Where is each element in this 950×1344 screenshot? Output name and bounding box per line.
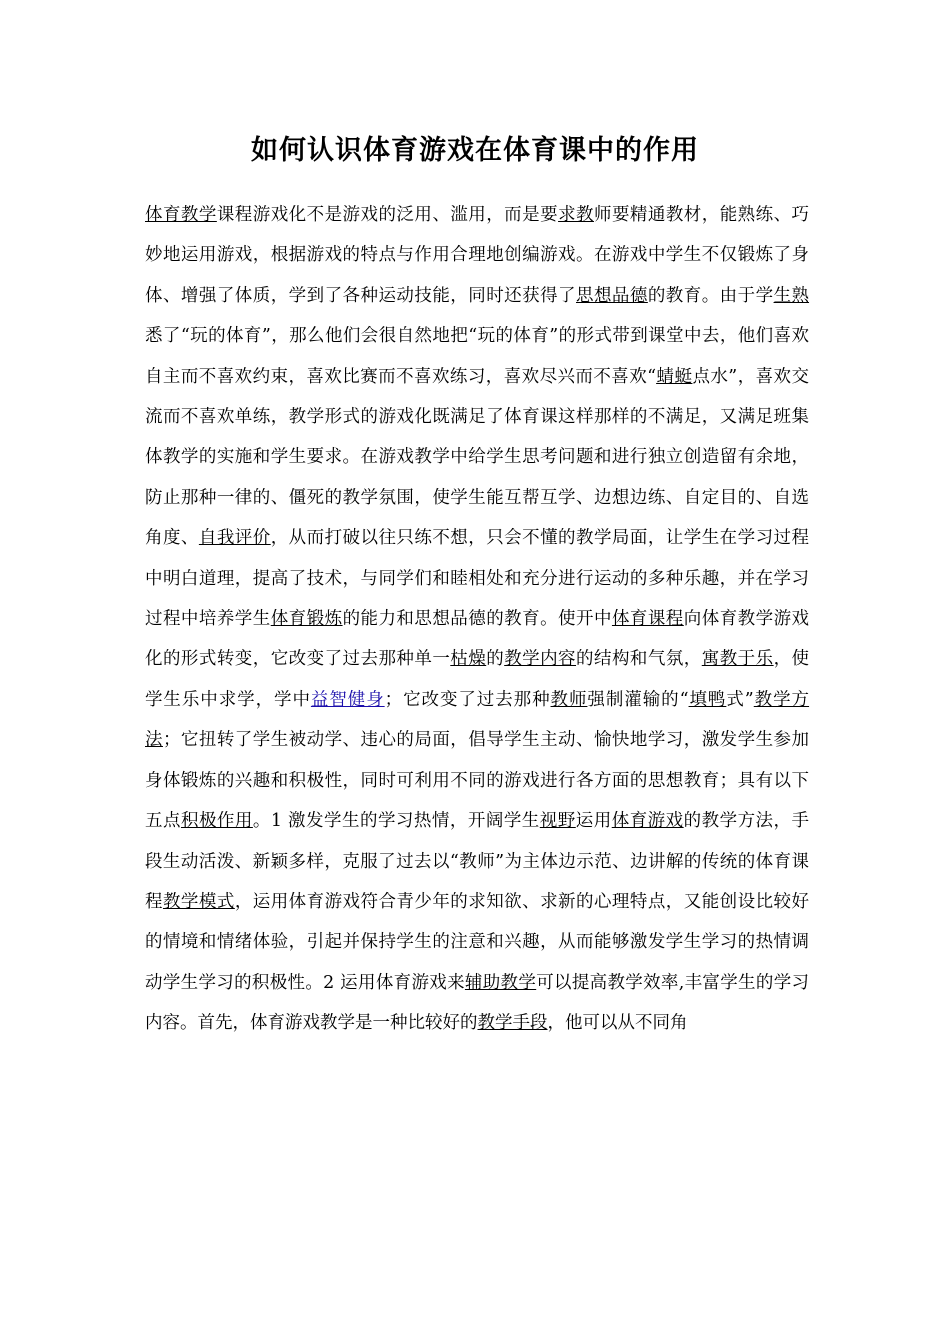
text-run: 的 [486,649,505,670]
keyword-link[interactable]: 益智健身 [310,689,385,710]
text-run: 点水”，喜欢交流而不喜欢单练，教学形式的游戏化既满足了体育课这样那样的不满足，又满足班集体教学的实施和学生要求。在游戏教学中给学生思考问题和进行独立创造留有余地，防止那种一律的、僵死的教学氛围，使学生能互帮互学、边想边练、自定目的、自选角度、 [145,366,809,549]
keyword-link[interactable]: 体育教学 [145,205,217,225]
text-run: ，他可以从不同角 [547,1013,688,1034]
keyword-link[interactable]: 蜻蜓 [656,366,693,387]
text-run: ，使学生乐中求学，学中 [145,649,810,710]
text-run: 运用 [575,811,612,832]
text-run: ；它扭转了学生被动学、违心的局面，倡导学生主动、愉快地学习，激发学生参加身体锻炼的兴趣和积极性，同时可利用不同的游戏进行各方面的思想教育；具有以下五点 [145,730,810,832]
keyword-link[interactable]: 视野 [539,811,576,832]
keyword-link[interactable]: 寓教于乐 [701,649,774,670]
keyword-link[interactable]: 体育课程 [611,609,684,630]
keyword-link[interactable]: 体育锻炼 [270,609,343,630]
keyword-link[interactable]: 教师 [550,689,588,710]
text-run: 的教学方法，手段生动活泼、新颖多样，克服了过去以“教师”为主体边示范、边讲解的传统的体育课程 [145,811,810,912]
text-run: 悉了“玩的体育”，那么他们会很自然地把“玩的体育”的形式带到课堂中去，他们喜欢自主而不喜欢约束，喜欢比赛而不喜欢练习，喜欢尽兴而不喜欢“ [145,326,809,387]
page-title: 如何认识体育游戏在体育课中的作用 [251,135,699,166]
keyword-link[interactable]: 教学方法 [145,689,810,751]
keyword-link[interactable]: 教学模式 [162,891,235,912]
text-run: 可以提高教学效率,丰富学生的学习内容。首先，体育游戏教学是一种比较好的 [145,972,810,1034]
keyword-link[interactable]: 积极作用 [180,811,253,832]
text-run: 式” [726,689,754,710]
keyword-link[interactable]: 体育游戏 [611,811,684,832]
keyword-link[interactable]: 教学内容 [504,649,577,670]
text-run: 。1 激发学生的学习热情，开阔学生 [252,811,540,832]
keyword-link[interactable]: 枯燥 [450,649,487,670]
body-paragraph [145,195,809,1044]
text-run: ；它改变了过去那种 [384,689,551,710]
keyword-link[interactable]: 填鸭 [688,689,727,710]
text-run: ，运用体育游戏符合青少年的求知欲、求新的心理特点，又能创设比较好的情境和情绪体验，引起并保持学生的注意和兴趣，从而能够激发学生学习的热情调动学生学习的积极性。2 运用体育游戏来 [145,891,810,993]
keyword-link[interactable]: 求教 [558,205,594,225]
text-run: 师要精通教材，能熟练、巧妙地运用游戏，根据游戏的特点与作用合理地创编游戏。在游戏中学生不仅锻炼了身体、增强了体质，学到了各种运动技能，同时还获得了 [145,205,810,306]
text-run: 课程游戏化不是游戏的泛用、滥用，而是要 [216,205,559,225]
text-run: 的教育。由于学 [647,285,774,306]
text-run: 强制灌输的“ [587,689,689,710]
keyword-link[interactable]: 教学手段 [477,1013,548,1034]
text-run: 的能力和思想品德的教育。使开中 [342,609,612,630]
text-run: ，从而打破以往只练不想，只会不懂的教学局面，让学生在学习过程中明白道理，提高了技术，与同学们和睦相处和充分进行运动的多种乐趣，并在学习过程中培养学生 [145,528,810,630]
text-run: 的结构和气氛， [576,649,702,670]
keyword-link[interactable]: 思想品德 [576,285,648,306]
keyword-link[interactable]: 生熟 [773,285,810,306]
text-run: 向体育教学游戏化的形式转变，它改变了过去那种单一 [145,609,810,670]
keyword-link[interactable]: 辅助教学 [464,972,537,993]
keyword-link[interactable]: 自我评价 [198,528,271,549]
